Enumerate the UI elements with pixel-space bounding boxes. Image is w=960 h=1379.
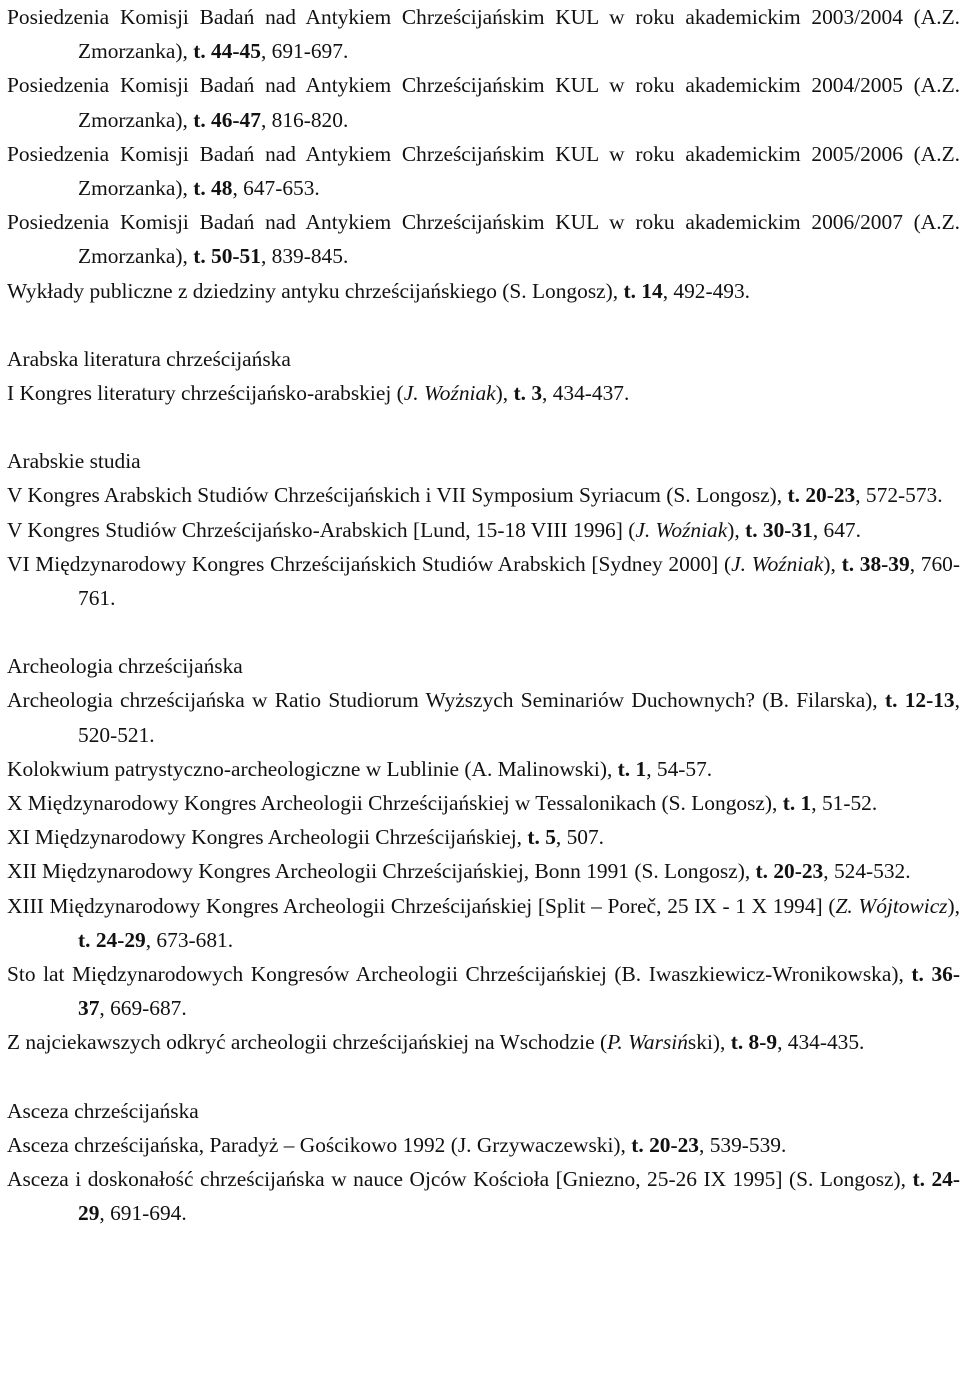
bibliography-entry: XI Międzynarodowy Kongres Archeologii Chrześcijańskiej, t. 5, 507. xyxy=(7,825,605,850)
entries-continued xyxy=(7,0,960,308)
section-heading: Asceza chrześcijańska xyxy=(7,1098,199,1123)
bibliography-entry: Posiedzenia Komisji Badań nad Antykiem Chrześcijańskim KUL w roku akademickim 2003/2004 (A.Z. Zmorzanka), t. 44-45, 691-697. xyxy=(7,5,960,64)
bibliography-entry: VI Międzynarodowy Kongres Chrześcijańskich Studiów Arabskich [Sydney 2000] (J. Woźniak), t. 38-39, 760-761. xyxy=(7,551,960,611)
section-heading: Arabskie studia xyxy=(7,449,141,474)
bibliography-entry: Posiedzenia Komisji Badań nad Antykiem Chrześcijańskim KUL w roku akademickim 2005/2006 (A.Z. Zmorzanka), t. 48, 647-653. xyxy=(7,141,960,201)
bibliography-entry: XIII Międzynarodowy Kongres Archeologii Chrześcijańskiej [Split – Poreč, 25 IX - 1 X 1994] (Z. Wójtowicz), t. 24-29, 673-681. xyxy=(7,893,960,952)
bibliography-entry: Kolokwium patrystyczno-archeologiczne w Lublinie (A. Malinowski), t. 1, 54-57. xyxy=(7,756,713,781)
bibliography-entry: Wykłady publiczne z dziedziny antyku chrześcijańskiego (S. Longosz), t. 14, 492-493. xyxy=(7,278,751,303)
section-arabskie-studia xyxy=(7,444,960,615)
section-heading: Archeologia chrześcijańska xyxy=(7,654,243,679)
bibliography-entry: Posiedzenia Komisji Badań nad Antykiem Chrześcijańskim KUL w roku akademickim 2006/2007 (A.Z. Zmorzanka), t. 50-51, 839-845. xyxy=(7,210,960,269)
section-heading: Arabska literatura chrześcijańska xyxy=(7,346,291,371)
bibliography-entry: XII Międzynarodowy Kongres Archeologii Chrześcijańskiej, Bonn 1991 (S. Longosz), t. 20-23, 524-532. xyxy=(7,859,911,884)
bibliography-entry: Sto lat Międzynarodowych Kongresów Archeologii Chrześcijańskiej (B. Iwaszkiewicz-Wronikowska), t. 36-37, 669-687. xyxy=(7,962,960,1021)
bibliography-entry: I Kongres literatury chrześcijańsko-arabskiej (J. Woźniak), t. 3, 434-437. xyxy=(7,381,630,406)
section-arabska-literatura xyxy=(7,342,960,410)
bibliography-entry: Z najciekawszych odkryć archeologii chrześcijańskiej na Wschodzie (P. Warsiński), t. 8-9, 434-435. xyxy=(7,1030,865,1055)
bibliography-entry: Asceza chrześcijańska, Paradyż – Gościkowo 1992 (J. Grzywaczewski), t. 20-23, 539-539. xyxy=(7,1132,787,1157)
bibliography-entry: V Kongres Studiów Chrześcijańsko-Arabskich [Lund, 15-18 VIII 1996] (J. Woźniak), t. 30-31, 647. xyxy=(7,517,861,542)
section-asceza xyxy=(7,1094,960,1231)
bibliography-entry: Archeologia chrześcijańska w Ratio Studiorum Wyższych Seminariów Duchownych? (B. Filarska), t. 12-13, 520-521. xyxy=(7,688,960,747)
bibliography-entry: Asceza i doskonałość chrześcijańska w nauce Ojców Kościoła [Gniezno, 25-26 IX 1995] (S. Longosz), t. 24-29, 691-694. xyxy=(7,1167,960,1226)
bibliography-entry: V Kongres Arabskich Studiów Chrześcijańskich i VII Symposium Syriacum (S. Longosz), t. 20-23, 572-573. xyxy=(7,483,943,508)
bibliography-entry: X Międzynarodowy Kongres Archeologii Chrześcijańskiej w Tessalonikach (S. Longosz), t. 1, 51-52. xyxy=(7,791,878,816)
section-archeologia xyxy=(7,649,960,1059)
bibliography-entry: Posiedzenia Komisji Badań nad Antykiem Chrześcijańskim KUL w roku akademickim 2004/2005 (A.Z. Zmorzanka), t. 46-47, 816-820. xyxy=(7,73,960,132)
